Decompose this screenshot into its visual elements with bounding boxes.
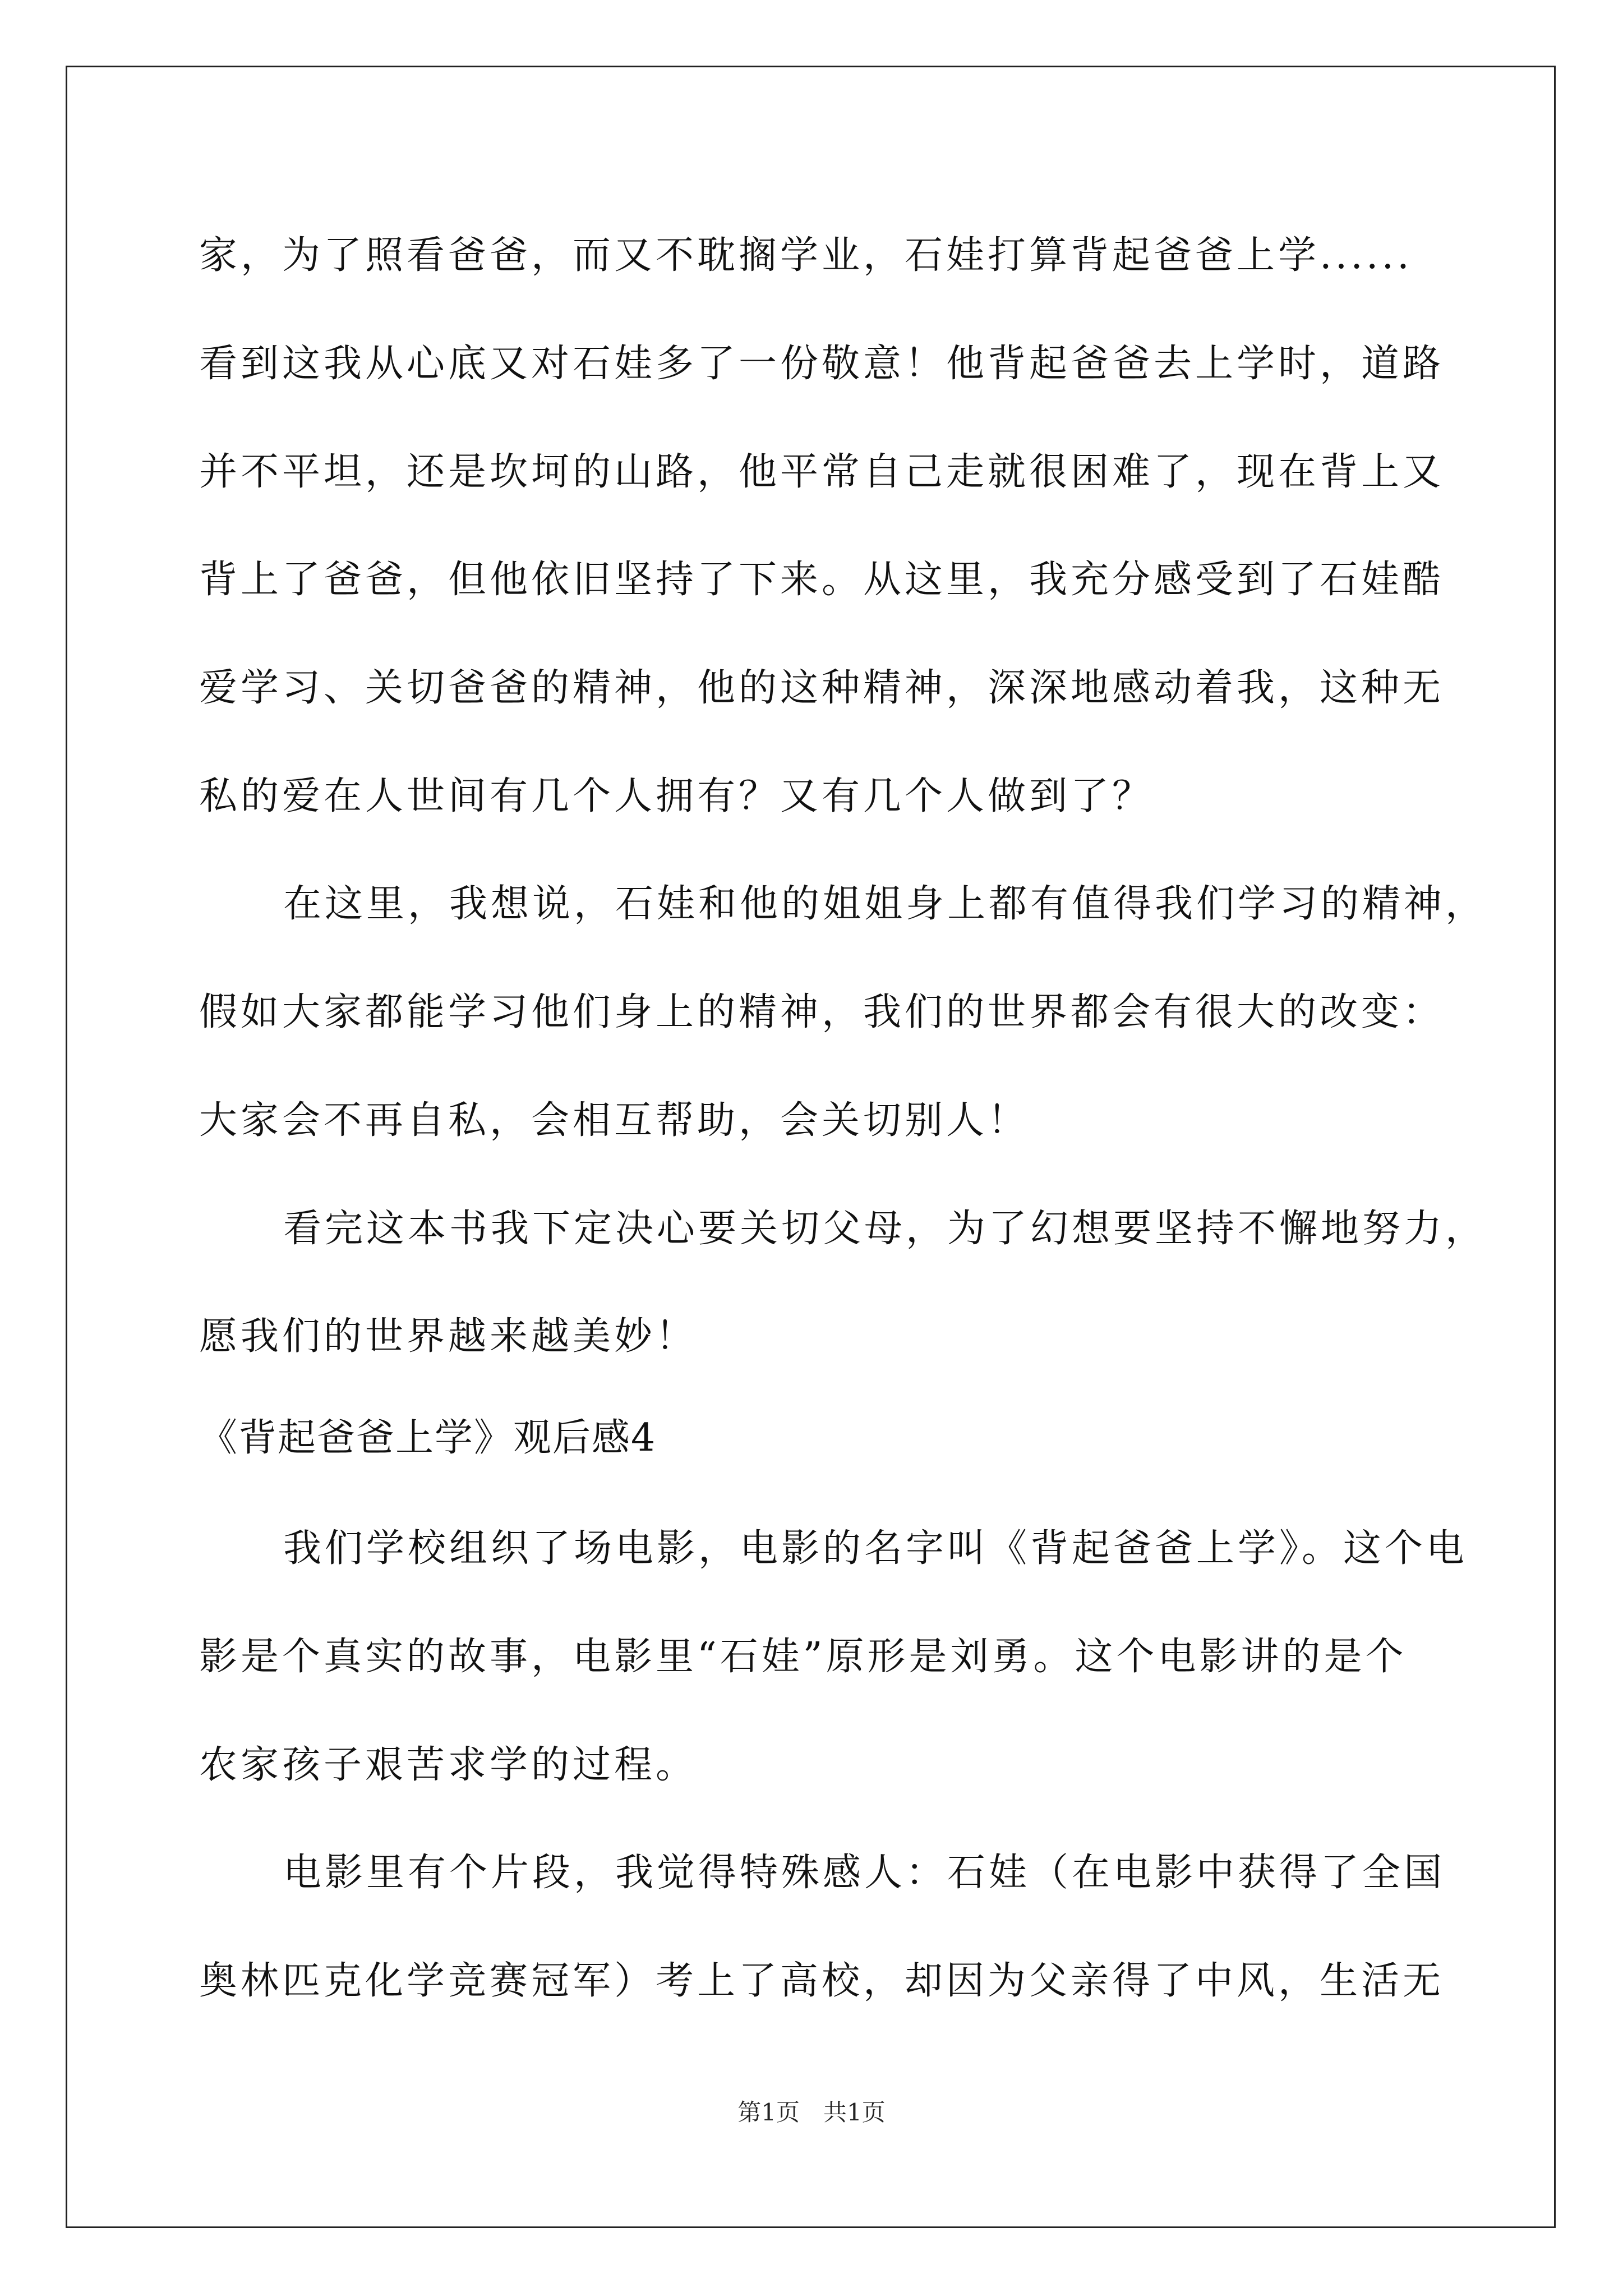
text-line: 农家孩子艰苦求学的过程。 <box>199 1743 698 1787</box>
page-footer: 第1页 共1页 <box>737 2099 886 2126</box>
text-line: 电影里有个片段，我觉得特殊感人：石娃（在电影中获得了全国 <box>283 1851 1446 1895</box>
text-line: 我们学校组织了场电影，电影的名字叫《背起爸爸上学》。这个电 <box>283 1526 1468 1571</box>
text-line: 在这里，我想说，石娃和他的姐姐身上都有值得我们学习的精神， <box>283 882 1487 926</box>
text-line: 看到这我从心底又对石娃多了一份敬意！他背起爸爸去上学时，道路 <box>199 342 1445 386</box>
text-line: 愿我们的世界越来越美妙！ <box>199 1314 698 1359</box>
text-line: 家，为了照看爸爸，而又不耽搁学业，石娃打算背起爸爸上学...... <box>199 233 1413 278</box>
text-line: 影是个真实的故事，电影里“石娃”原形是刘勇。这个电影讲的是个 <box>199 1635 1407 1679</box>
text-line: 奥林匹克化学竞赛冠军）考上了高校，却因为父亲得了中风，生活无 <box>199 1959 1445 2003</box>
text-line: 爱学习、关切爸爸的精神，他的这种精神，深深地感动着我，这种无 <box>199 666 1445 710</box>
text-line: 私的爱在人世间有几个人拥有？又有几个人做到了？ <box>199 774 1154 818</box>
section-heading: 《背起爸爸上学》观后感4 <box>199 1416 657 1460</box>
text-line: 背上了爸爸，但他依旧坚持了下来。从这里，我充分感受到了石娃酷 <box>199 558 1445 602</box>
text-line: 大家会不再自私，会相互帮助，会关切别人！ <box>199 1098 1030 1143</box>
text-line: 假如大家都能学习他们身上的精神，我们的世界都会有很大的改变： <box>199 990 1445 1034</box>
text-line: 并不平坦，还是坎坷的山路，他平常自己走就很困难了，现在背上又 <box>199 450 1445 494</box>
text-line: 看完这本书我下定决心要关切父母，为了幻想要坚持不懈地努力， <box>283 1207 1487 1251</box>
page-border <box>66 66 1556 2228</box>
